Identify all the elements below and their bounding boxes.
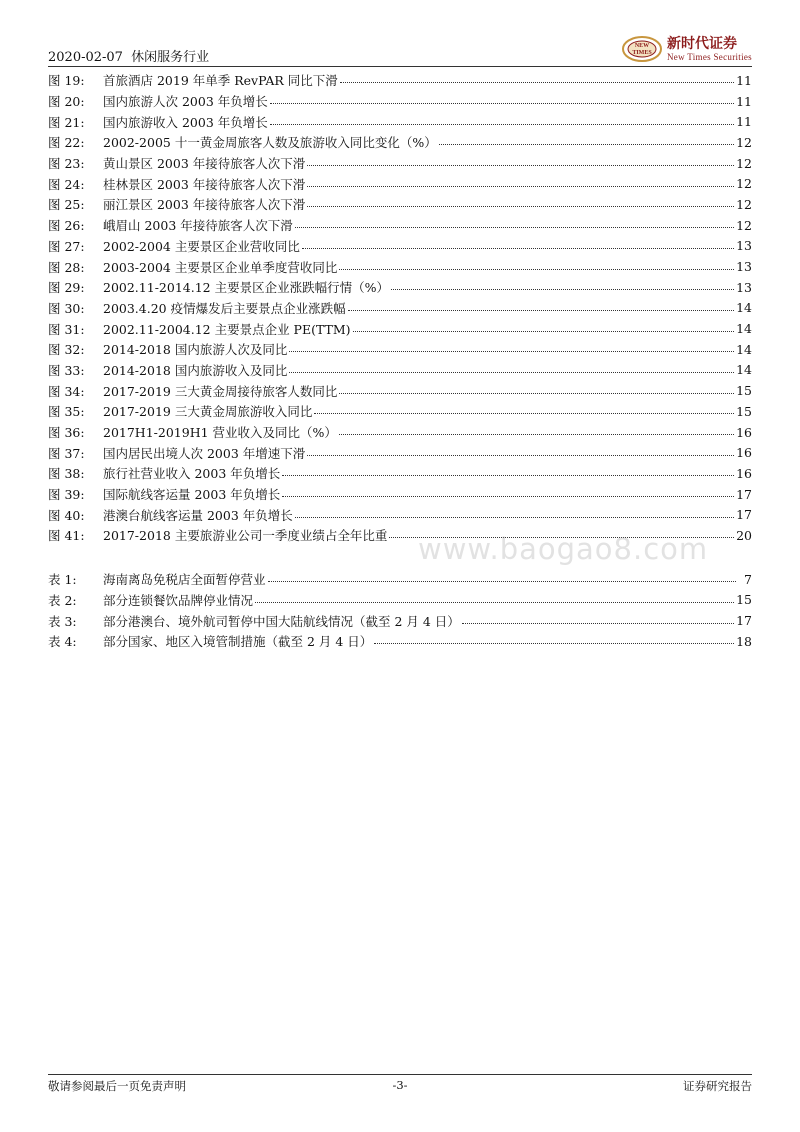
- table-entry-leader-dots: [268, 572, 736, 582]
- figure-entry[interactable]: [48, 132, 752, 153]
- figure-entry[interactable]: [48, 380, 752, 401]
- figure-entry[interactable]: [48, 153, 752, 174]
- table-entry-leader-dots: [374, 634, 734, 644]
- figure-entry[interactable]: [48, 215, 752, 236]
- figure-entry-label: 图 28:: [48, 259, 85, 275]
- figure-entry-leader-dots: [270, 115, 734, 125]
- figure-entry-leader-dots: [295, 508, 734, 518]
- figure-entry-page: 13: [736, 238, 752, 254]
- header-info: [48, 46, 209, 65]
- figure-entry-title: 2002-2005 十一黄金周旅客人数及旅游收入同比变化（%）: [103, 135, 437, 151]
- figure-entry-title: 2002.11-2014.12 主要景区企业涨跌幅行情（%）: [103, 280, 389, 296]
- figure-list: [48, 70, 752, 546]
- figure-entry-title: 2014-2018 国内旅游收入及同比: [103, 362, 288, 378]
- table-entry[interactable]: [48, 590, 752, 611]
- figure-entry-leader-dots: [295, 218, 734, 228]
- figure-entry[interactable]: [48, 277, 752, 298]
- figure-entry-page: 17: [736, 486, 752, 502]
- figure-entry-leader-dots: [339, 425, 734, 435]
- page-header: [48, 36, 752, 66]
- industry-name: 休闲服务行业: [131, 50, 210, 65]
- figure-entry-label: 图 22:: [48, 135, 85, 151]
- table-entry-page: 17: [736, 613, 752, 629]
- figure-entry-title: 桂林景区 2003 年接待旅客人次下滑: [103, 176, 306, 192]
- figure-entry-title: 2002.11-2004.12 主要景点企业 PE(TTM): [103, 321, 351, 337]
- figure-entry-page: 13: [736, 279, 752, 295]
- table-entry-title: 部分港澳台、境外航司暂停中国大陆航线情况（截至 2 月 4 日）: [103, 613, 460, 629]
- figure-entry[interactable]: [48, 442, 752, 463]
- figure-entry-page: 14: [736, 300, 752, 316]
- figure-entry[interactable]: [48, 484, 752, 505]
- figure-entry-title: 国内旅游人次 2003 年负增长: [103, 94, 268, 110]
- figure-entry[interactable]: [48, 422, 752, 443]
- new-times-logo-icon: [621, 35, 663, 63]
- figure-entry[interactable]: [48, 504, 752, 525]
- figure-entry-leader-dots: [270, 94, 734, 104]
- figure-entry-title: 2003.4.20 疫情爆发后主要景点企业涨跌幅: [103, 300, 346, 316]
- table-entry-page: 7: [744, 571, 752, 587]
- company-logo: [621, 34, 752, 64]
- table-entry-label: 表 4:: [48, 634, 77, 650]
- figure-entry-label: 图 40:: [48, 507, 85, 523]
- figure-entry-label: 图 33:: [48, 362, 85, 378]
- figure-entry[interactable]: [48, 401, 752, 422]
- figure-entry-leader-dots: [307, 197, 734, 207]
- header-divider: [48, 66, 752, 67]
- table-list: [48, 569, 752, 652]
- figure-entry-title: 国内旅游收入 2003 年负增长: [103, 114, 268, 130]
- figure-entry-label: 图 35:: [48, 404, 85, 420]
- figure-entry-label: 图 25:: [48, 197, 85, 213]
- figure-entry-title: 2017-2018 主要旅游业公司一季度业绩占全年比重: [103, 528, 388, 544]
- figure-entry-label: 图 23:: [48, 156, 85, 172]
- figure-entry[interactable]: [48, 339, 752, 360]
- figure-entry[interactable]: [48, 173, 752, 194]
- figure-entry-label: 图 20:: [48, 94, 85, 110]
- figure-entry[interactable]: [48, 91, 752, 112]
- table-entry-label: 表 1:: [48, 572, 77, 588]
- figure-entry-page: 20: [736, 527, 752, 543]
- table-entry-title: 部分国家、地区入境管制措施（截至 2 月 4 日）: [103, 634, 373, 650]
- figure-entry-title: 2002-2004 主要景区企业营收同比: [103, 238, 300, 254]
- table-entry[interactable]: [48, 569, 752, 590]
- figure-entry-label: 图 31:: [48, 321, 85, 337]
- figure-entry[interactable]: [48, 298, 752, 319]
- figure-entry-leader-dots: [339, 260, 734, 270]
- figure-entry[interactable]: [48, 360, 752, 381]
- figure-entry[interactable]: [48, 318, 752, 339]
- svg-text:NEW: NEW: [634, 43, 650, 49]
- figure-entry-leader-dots: [282, 487, 734, 497]
- page-number: -3-: [392, 1078, 408, 1092]
- figure-entry-page: 14: [736, 321, 752, 337]
- figure-entry-page: 15: [736, 383, 752, 399]
- figure-entry-leader-dots: [289, 342, 734, 352]
- figure-entry-title: 2003-2004 主要景区企业单季度营收同比: [103, 259, 338, 275]
- figure-entry-label: 图 26:: [48, 218, 85, 234]
- figure-entry-page: 13: [736, 259, 752, 275]
- figure-entry-title: 丽江景区 2003 年接待旅客人次下滑: [103, 197, 306, 213]
- figure-entry-page: 14: [736, 362, 752, 378]
- figure-entry-page: 12: [736, 176, 752, 192]
- table-entry-label: 表 3:: [48, 613, 77, 629]
- figure-entry-leader-dots: [307, 177, 734, 187]
- watermark: www.baogao8.com: [418, 532, 709, 566]
- page-footer: [48, 1078, 752, 1096]
- figure-entry-page: 12: [736, 196, 752, 212]
- figure-entry-label: 图 29:: [48, 280, 85, 296]
- figure-entry-page: 17: [736, 507, 752, 523]
- figure-entry-leader-dots: [307, 446, 734, 456]
- figure-entry-leader-dots: [302, 239, 734, 249]
- figure-entry-label: 图 27:: [48, 238, 85, 254]
- figure-entry-page: 16: [736, 445, 752, 461]
- report-type: 证券研究报告: [683, 1079, 752, 1093]
- figure-entry-label: 图 36:: [48, 425, 85, 441]
- figure-entry-label: 图 21:: [48, 114, 85, 130]
- figure-entry[interactable]: [48, 256, 752, 277]
- figure-entry-label: 图 19:: [48, 73, 85, 89]
- figure-entry-title: 旅行社营业收入 2003 年负增长: [103, 466, 281, 482]
- figure-entry[interactable]: [48, 111, 752, 132]
- figure-entry-leader-dots: [353, 322, 735, 332]
- figure-entry-label: 图 24:: [48, 176, 85, 192]
- figure-entry-leader-dots: [391, 280, 734, 290]
- figure-entry-label: 图 41:: [48, 528, 85, 544]
- figure-entry-page: 16: [736, 465, 752, 481]
- figure-entry-title: 首旅酒店 2019 年单季 RevPAR 同比下滑: [103, 73, 338, 89]
- figure-entry-leader-dots: [289, 363, 734, 373]
- table-entry-page: 15: [736, 592, 752, 608]
- figure-entry-page: 14: [736, 341, 752, 357]
- figure-entry-leader-dots: [348, 301, 735, 311]
- figure-entry-page: 11: [736, 93, 752, 109]
- figure-entry-page: 11: [736, 114, 752, 130]
- table-entry-leader-dots: [255, 593, 734, 603]
- figure-entry-title: 2014-2018 国内旅游人次及同比: [103, 342, 288, 358]
- svg-text:TIMES: TIMES: [632, 50, 652, 56]
- figure-entry-leader-dots: [439, 135, 734, 145]
- table-entry-title: 海南离岛免税店全面暂停营业: [103, 572, 266, 588]
- table-entry-label: 表 2:: [48, 592, 77, 608]
- figure-entry-leader-dots: [314, 404, 734, 414]
- figure-entry-page: 12: [736, 217, 752, 233]
- figure-entry-page: 12: [736, 134, 752, 150]
- table-entry-leader-dots: [462, 614, 734, 624]
- logo-chinese-name: 新时代证券: [666, 35, 737, 52]
- report-date: 2020-02-07: [48, 50, 123, 65]
- figure-entry[interactable]: [48, 463, 752, 484]
- figure-entry-title: 国际航线客运量 2003 年负增长: [103, 487, 281, 503]
- figure-entry-page: 11: [736, 72, 752, 88]
- figure-entry-title: 黄山景区 2003 年接待旅客人次下滑: [103, 156, 306, 172]
- figure-entry-page: 15: [736, 403, 752, 419]
- figure-entry-leader-dots: [307, 156, 734, 166]
- figure-entry-leader-dots: [282, 466, 734, 476]
- table-entry[interactable]: [48, 631, 752, 652]
- logo-english-name: New Times Securities: [666, 51, 752, 62]
- figure-entry-label: 图 34:: [48, 383, 85, 399]
- figure-entry-title: 2017-2019 三大黄金周旅游收入同比: [103, 404, 313, 420]
- figure-entry-leader-dots: [339, 384, 734, 394]
- footer-divider: [48, 1074, 752, 1075]
- figure-entry-title: 港澳台航线客运量 2003 年负增长: [103, 507, 293, 523]
- figure-entry-title: 2017H1-2019H1 营业收入及同比（%）: [103, 425, 337, 441]
- table-entry-title: 部分连锁餐饮品牌停业情况: [103, 592, 254, 608]
- figure-entry-title: 2017-2019 三大黄金周接待旅客人数同比: [103, 383, 338, 399]
- figure-entry-page: 12: [736, 155, 752, 171]
- figure-entry-page: 16: [736, 424, 752, 440]
- figure-entry-label: 图 38:: [48, 466, 85, 482]
- disclaimer-note: 敬请参阅最后一页免责声明: [48, 1079, 186, 1093]
- table-entry[interactable]: [48, 610, 752, 631]
- figure-entry[interactable]: [48, 194, 752, 215]
- figure-entry-label: 图 30:: [48, 300, 85, 316]
- figure-entry-title: 国内居民出境人次 2003 年增速下滑: [103, 445, 306, 461]
- figure-entry-label: 图 32:: [48, 342, 85, 358]
- figure-entry-label: 图 37:: [48, 445, 85, 461]
- figure-entry-label: 图 39:: [48, 487, 85, 503]
- figure-entry[interactable]: [48, 236, 752, 257]
- figure-entry[interactable]: [48, 70, 752, 91]
- figure-entry-leader-dots: [340, 73, 734, 83]
- figure-entry-title: 峨眉山 2003 年接待旅客人次下滑: [103, 218, 293, 234]
- table-entry-page: 18: [736, 633, 752, 649]
